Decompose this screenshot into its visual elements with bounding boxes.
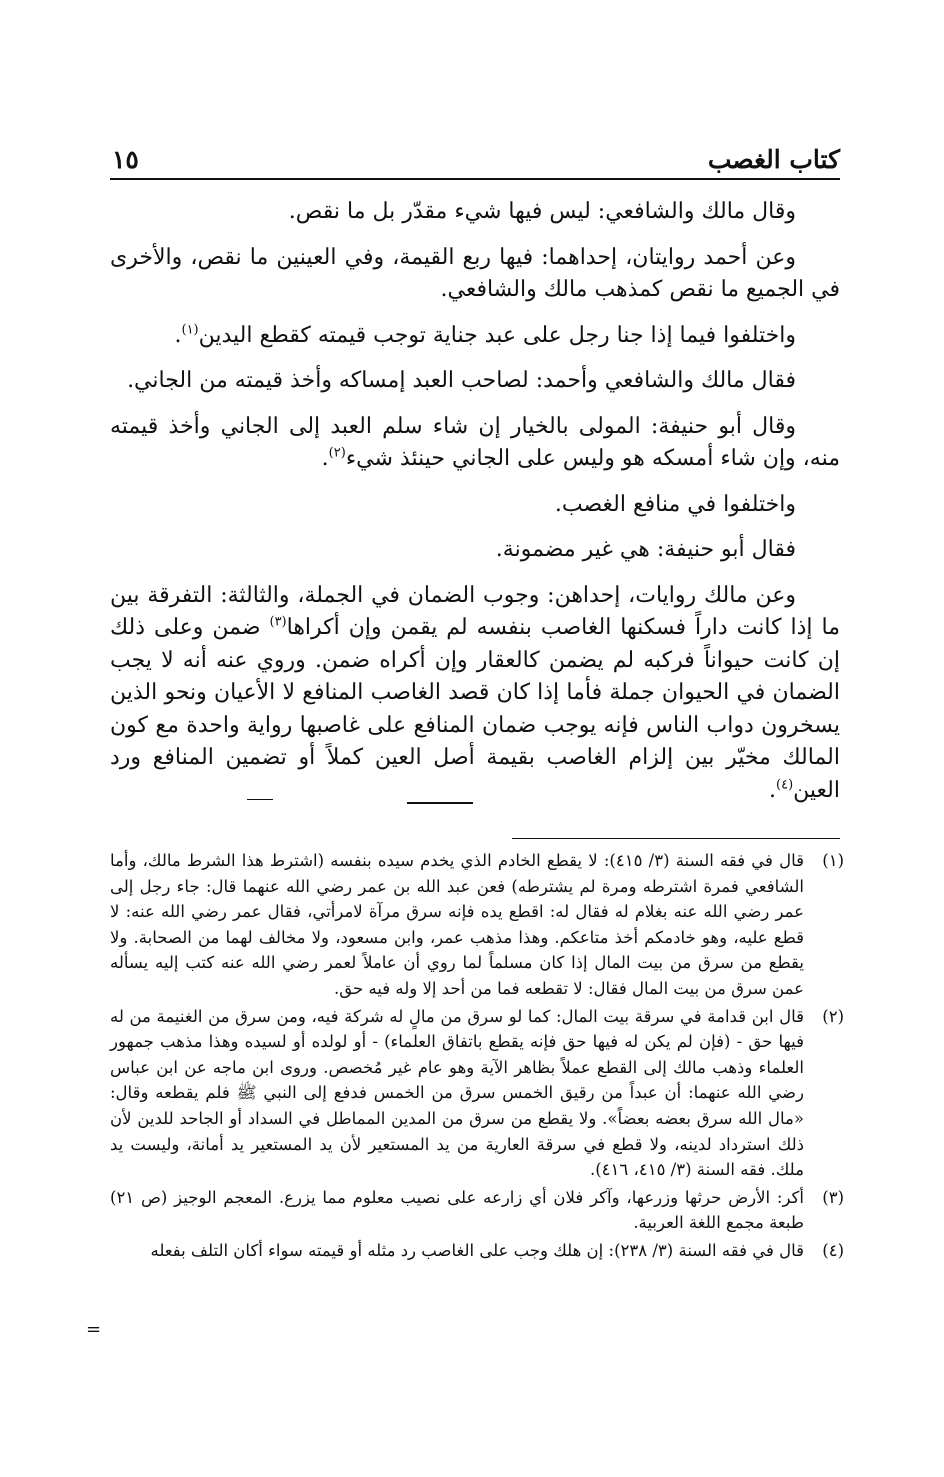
continuation-mark: = [86,1319,102,1340]
footnote-number: (١) [822,851,844,870]
paragraph: وعن مالك روايات، إحداهن: وجوب الضمان في الجملة، والثالثة: التفرقة بين ما إذا كانت داراً فسكنها الغاصب بنفسه لم يقمن وإن أكراها$^{(٣)}$ ضمن وعلى ذلك إن كانت حيواناً فركبه لم يضمن كالعقار وإن أكراه ضمن. وروي عنه أنه لا يجب الضمان في الحيوان جملة فأما إذا كان قصد الغاصب المنافع لا الأعيان ونحو الذين يسخرون دواب الناس فإنه يوجب ضمان المنافع على غاصبها رواية واحدة مع كون المالك مخيّر بين إلزام الغاصب بقيمة أصل العين كملاً أو تضمين المنافع ورد العين$^{(٤)}$. [110,582,840,803]
footnote [110,1185,844,1236]
footnote-text: قال في فقه السنة (٣/ ٢٣٨): إن هلك وجب على الغاصب رد مثله أو قيمته سواء أكان التلف بفعله [150,1240,804,1260]
footnote-number: (٣) [822,1187,844,1207]
footnote-number: (٢) [822,1006,844,1026]
paragraph: واختلفوا فيما إذا جنا رجل على عبد جناية توجب قيمته كقطع اليدين$^{(١)}$. [174,322,796,348]
paragraph: وعن أحمد روايتان، إحداهما: فيها ربع القيمة، وفي العينين ما نقص، والأخرى في الجميع ما نقص كمذهب مالك والشافعي. [110,244,840,302]
footnote-ref[interactable]: (١) [181,322,199,338]
footnote-text: قال ابن قدامة في سرقة بيت المال: كما لو سرق من مالٍ له شركة فيه، ومن سرق من الغنيمة من له فيها حق - (فإن لم يكن له فيها حق فإنه يقطع باتفاق العلماء) - أو لولده أو لسيده وهذا مذهب جمهور العلماء وذهب مالك إلى القطع عملاً بظاهر الآية وهو عام غير مُخصص. وروى ابن ماجه عن ابن عباس رضي الله عنهما: أن عبداً من رقيق الخمس سرق من الخمس فدفع إلى النبي ﷺ فلم يقطعه وقال: «مال الله سرق بعضه بعضاً». ولا يقطع من سرق من المدين المماطل في السداد أو الجاحد للدين لأن ذلك استرداد لدينه، ولا قطع في سرقة العارية من يد المستعير لأن يد المستعير يد أمانة، وليست يد ملك. فقه السنة (٣/ ٤١٥، ٤١٦). [110,1006,804,1180]
footnote-ref[interactable]: (٤) [776,777,794,793]
running-header-title: كتاب الغصب [707,145,840,174]
paragraph: فقال مالك والشافعي وأحمد: لصاحب العبد إمساكه وأخذ قيمته من الجاني. [127,368,796,393]
paragraph: واختلفوا في منافع الغصب. [554,491,796,517]
handwritten-underline [247,799,273,800]
footnotes [110,848,844,1266]
paragraph: وقال أبو حنيفة: المولى بالخيار إن شاء سلم العبد إلى الجاني وأخذ قيمته منه، وإن شاء أمسكه هو وليس على الجاني حينئذ شيء$^{(٢)}$. [110,413,840,471]
footnote-ref[interactable]: (٣) [269,614,287,630]
footnote-text: أكر: الأرض حرثها وزرعها، وآكر فلان أي زارعه على نصيب معلوم مما يزرع. المعجم الوجيز (ص ٢١) طبعة مجمع اللغة العربية. [110,1187,804,1233]
footnote [110,1238,844,1264]
handwritten-underline [407,802,473,804]
header-rule [110,178,840,180]
footnote-number: (٤) [822,1240,844,1260]
main-text [110,196,840,820]
footnote-text: قال في فقه السنة (٣/ ٤١٥): لا يقطع الخادم الذي يخدم سيده بنفسه (اشترط هذا الشرط مالك، وأما الشافعي فمرة اشترطه ومرة لم يشترطه) فعن عبد الله بن عمر رضي الله عنهما قال: جاء رجل إلى عمر رضي الله عنه بغلام له فقال له: اقطع يده فإنه سرق مرآة لامرأتي، فقال عمر رضي الله عنه: لا قطع عليه، وهو خادمكم أخذ متاعكم. وهذا مذهب عمر، وابن مسعود، ولا مخالف لهما من الصحابة. ولا يقطع من سرق من بيت المال إذا كان مسلماً لما روي أن عاملاً لعمر رضي الله عنه كتب إليه يسأله عمن سرق من بيت المال فقال: لا تقطعه فما من أحد إلا وله فيه حق. [110,851,804,998]
footnote-rule [512,838,840,839]
page-number: ١٥ [112,145,139,174]
paragraph: وقال مالك والشافعي: ليس فيها شيء مقدّر بل ما نقص. [288,199,796,224]
paragraph: فقال أبو حنيفة: هي غير مضمونة. [495,537,796,562]
footnote [110,848,844,1002]
footnote-ref[interactable]: (٢) [328,445,346,461]
footnote [110,1004,844,1183]
